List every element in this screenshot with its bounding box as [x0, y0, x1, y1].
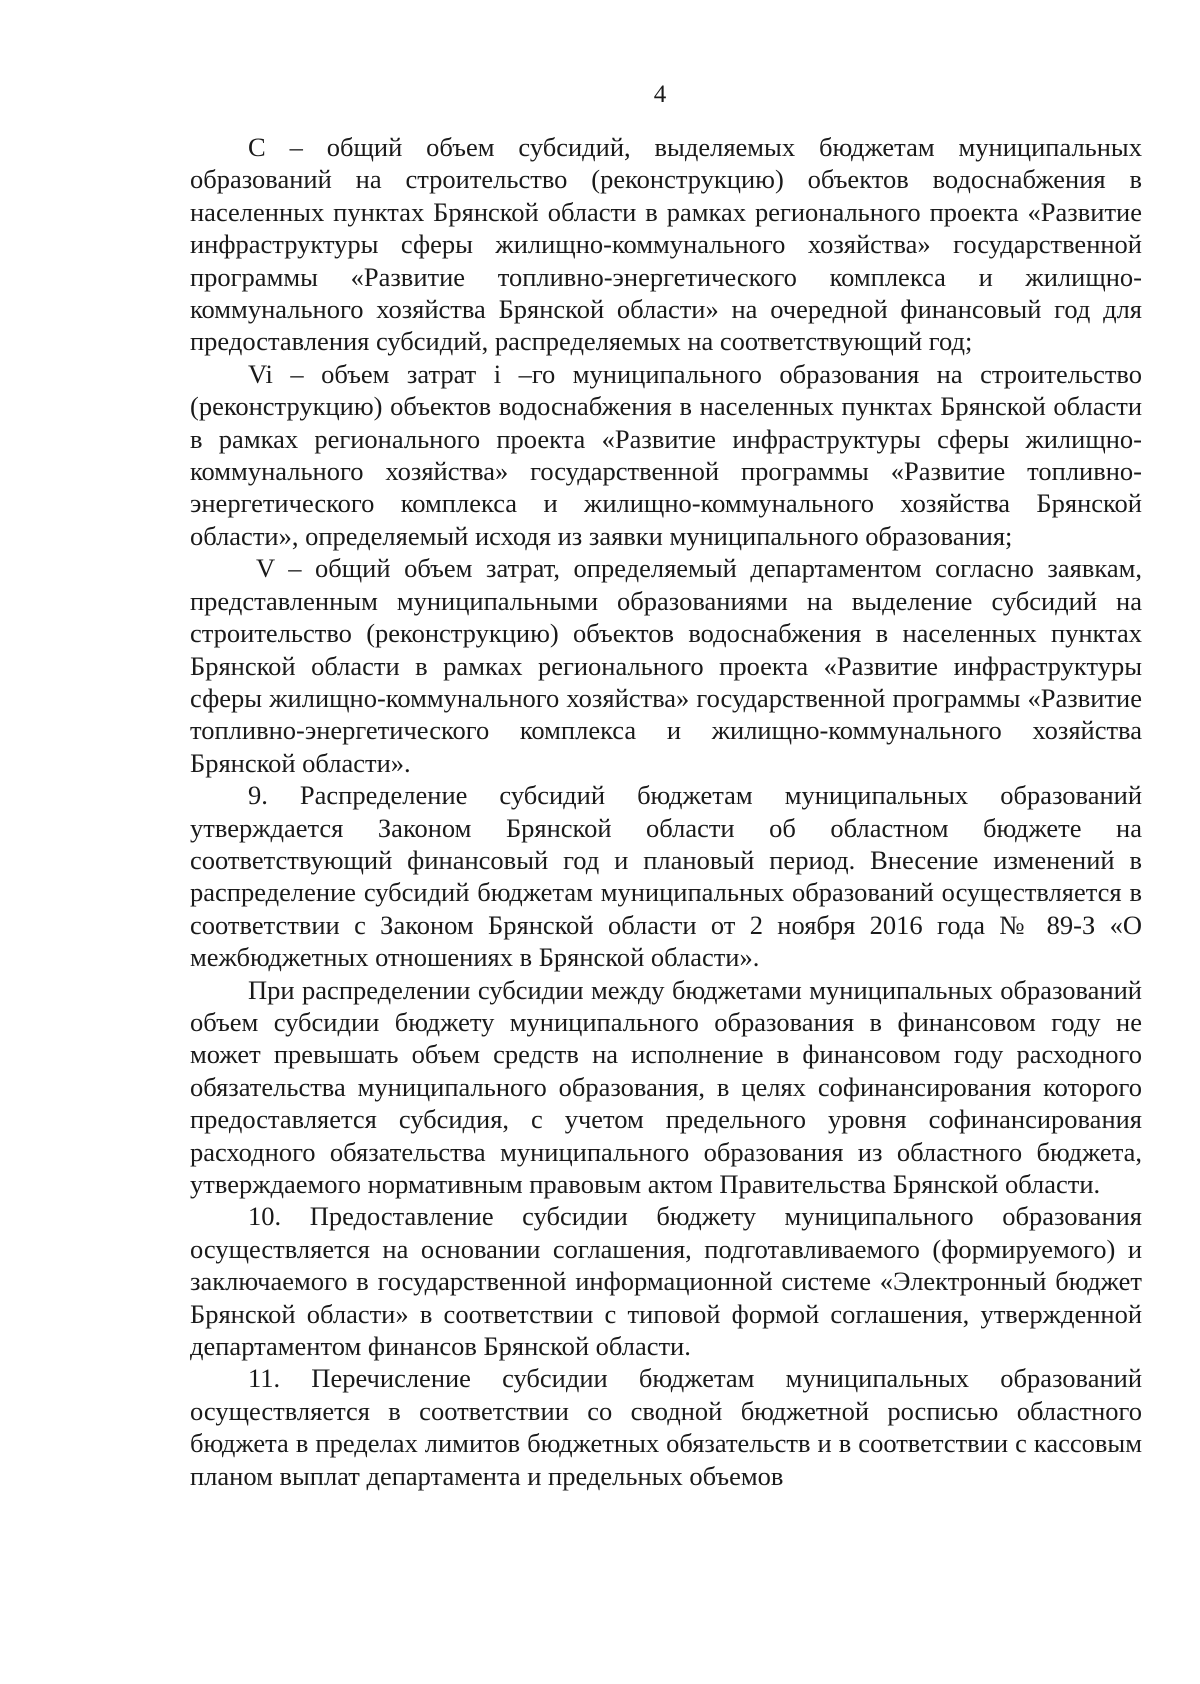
- paragraph-vi-definition: Vi – объем затрат i –го муниципального образования на строительство (реконструкцию) объектов водоснабжения в населенных пунктах Брянской области в рамках регионального проекта «Развитие инфраструктуры сферы жилищно-коммунального хозяйства» государственной программы «Развитие топливно-энергетического комплекса и жилищно-коммунального хозяйства Брянской области», определяемый исходя из заявки муниципального образования;: [190, 358, 1142, 551]
- paragraph-item-9: 9. Распределение субсидий бюджетам муниципальных образований утверждается Законом Брянской области об областном бюджете на соответствующий финансовый год и плановый период. Внесение изменений в распределение субсидий бюджетам муниципальных образований осуществляется в соответствии с Законом Брянской области от 2 ноября 2016 года № 89-З «О межбюджетных отношениях в Брянской области».: [190, 780, 1142, 973]
- document-body: [190, 131, 1142, 1492]
- page-number: 4: [653, 81, 667, 108]
- paragraph-c-definition: С – общий объем субсидий, выделяемых бюджетам муниципальных образований на строительство (реконструкцию) объектов водоснабжения в населенных пунктах Брянской области в рамках регионального проекта «Развитие инфраструктуры сферы жилищно-коммунального хозяйства» государственной программы «Развитие топливно-энергетического комплекса и жилищно-коммунального хозяйства Брянской области» на очередной финансовый год для предоставления субсидий, распределяемых на соответствующий год;: [190, 132, 1142, 357]
- paragraph-item-10: 10. Предоставление субсидии бюджету муниципального образования осуществляется на основании соглашения, подготавливаемого (формируемого) и заключаемого в государственной информационной системе «Электронный бюджет Брянской области» в соответствии с типовой формой соглашения, утвержденной департаментом финансов Брянской области.: [190, 1201, 1142, 1362]
- paragraph-item-11: 11. Перечисление субсидии бюджетам муниципальных образований осуществляется в соответствии со сводной бюджетной росписью областного бюджета в пределах лимитов бюджетных обязательств и в соответствии с кассовым планом выплат департамента и предельных объемов: [190, 1363, 1142, 1491]
- paragraph-v-definition: V – общий объем затрат, определяемый департаментом согласно заявкам, представленным муниципальными образованиями на выделение субсидий на строительство (реконструкцию) объектов водоснабжения в населенных пунктах Брянской области в рамках регионального проекта «Развитие инфраструктуры сферы жилищно-коммунального хозяйства» государственной программы «Развитие топливно-энергетического комплекса и жилищно-коммунального хозяйства Брянской области».: [190, 553, 1142, 778]
- paragraph-item-9-distribution: При распределении субсидии между бюджетами муниципальных образований объем субсидии бюджету муниципального образования в финансовом году не может превышать объем средств на исполнение в финансовом году расходного обязательства муниципального образования, в целях софинансирования которого предоставляется субсидия, с учетом предельного уровня софинансирования расходного обязательства муниципального образования из областного бюджета, утверждаемого нормативным правовым актом Правительства Брянской области.: [190, 974, 1142, 1199]
